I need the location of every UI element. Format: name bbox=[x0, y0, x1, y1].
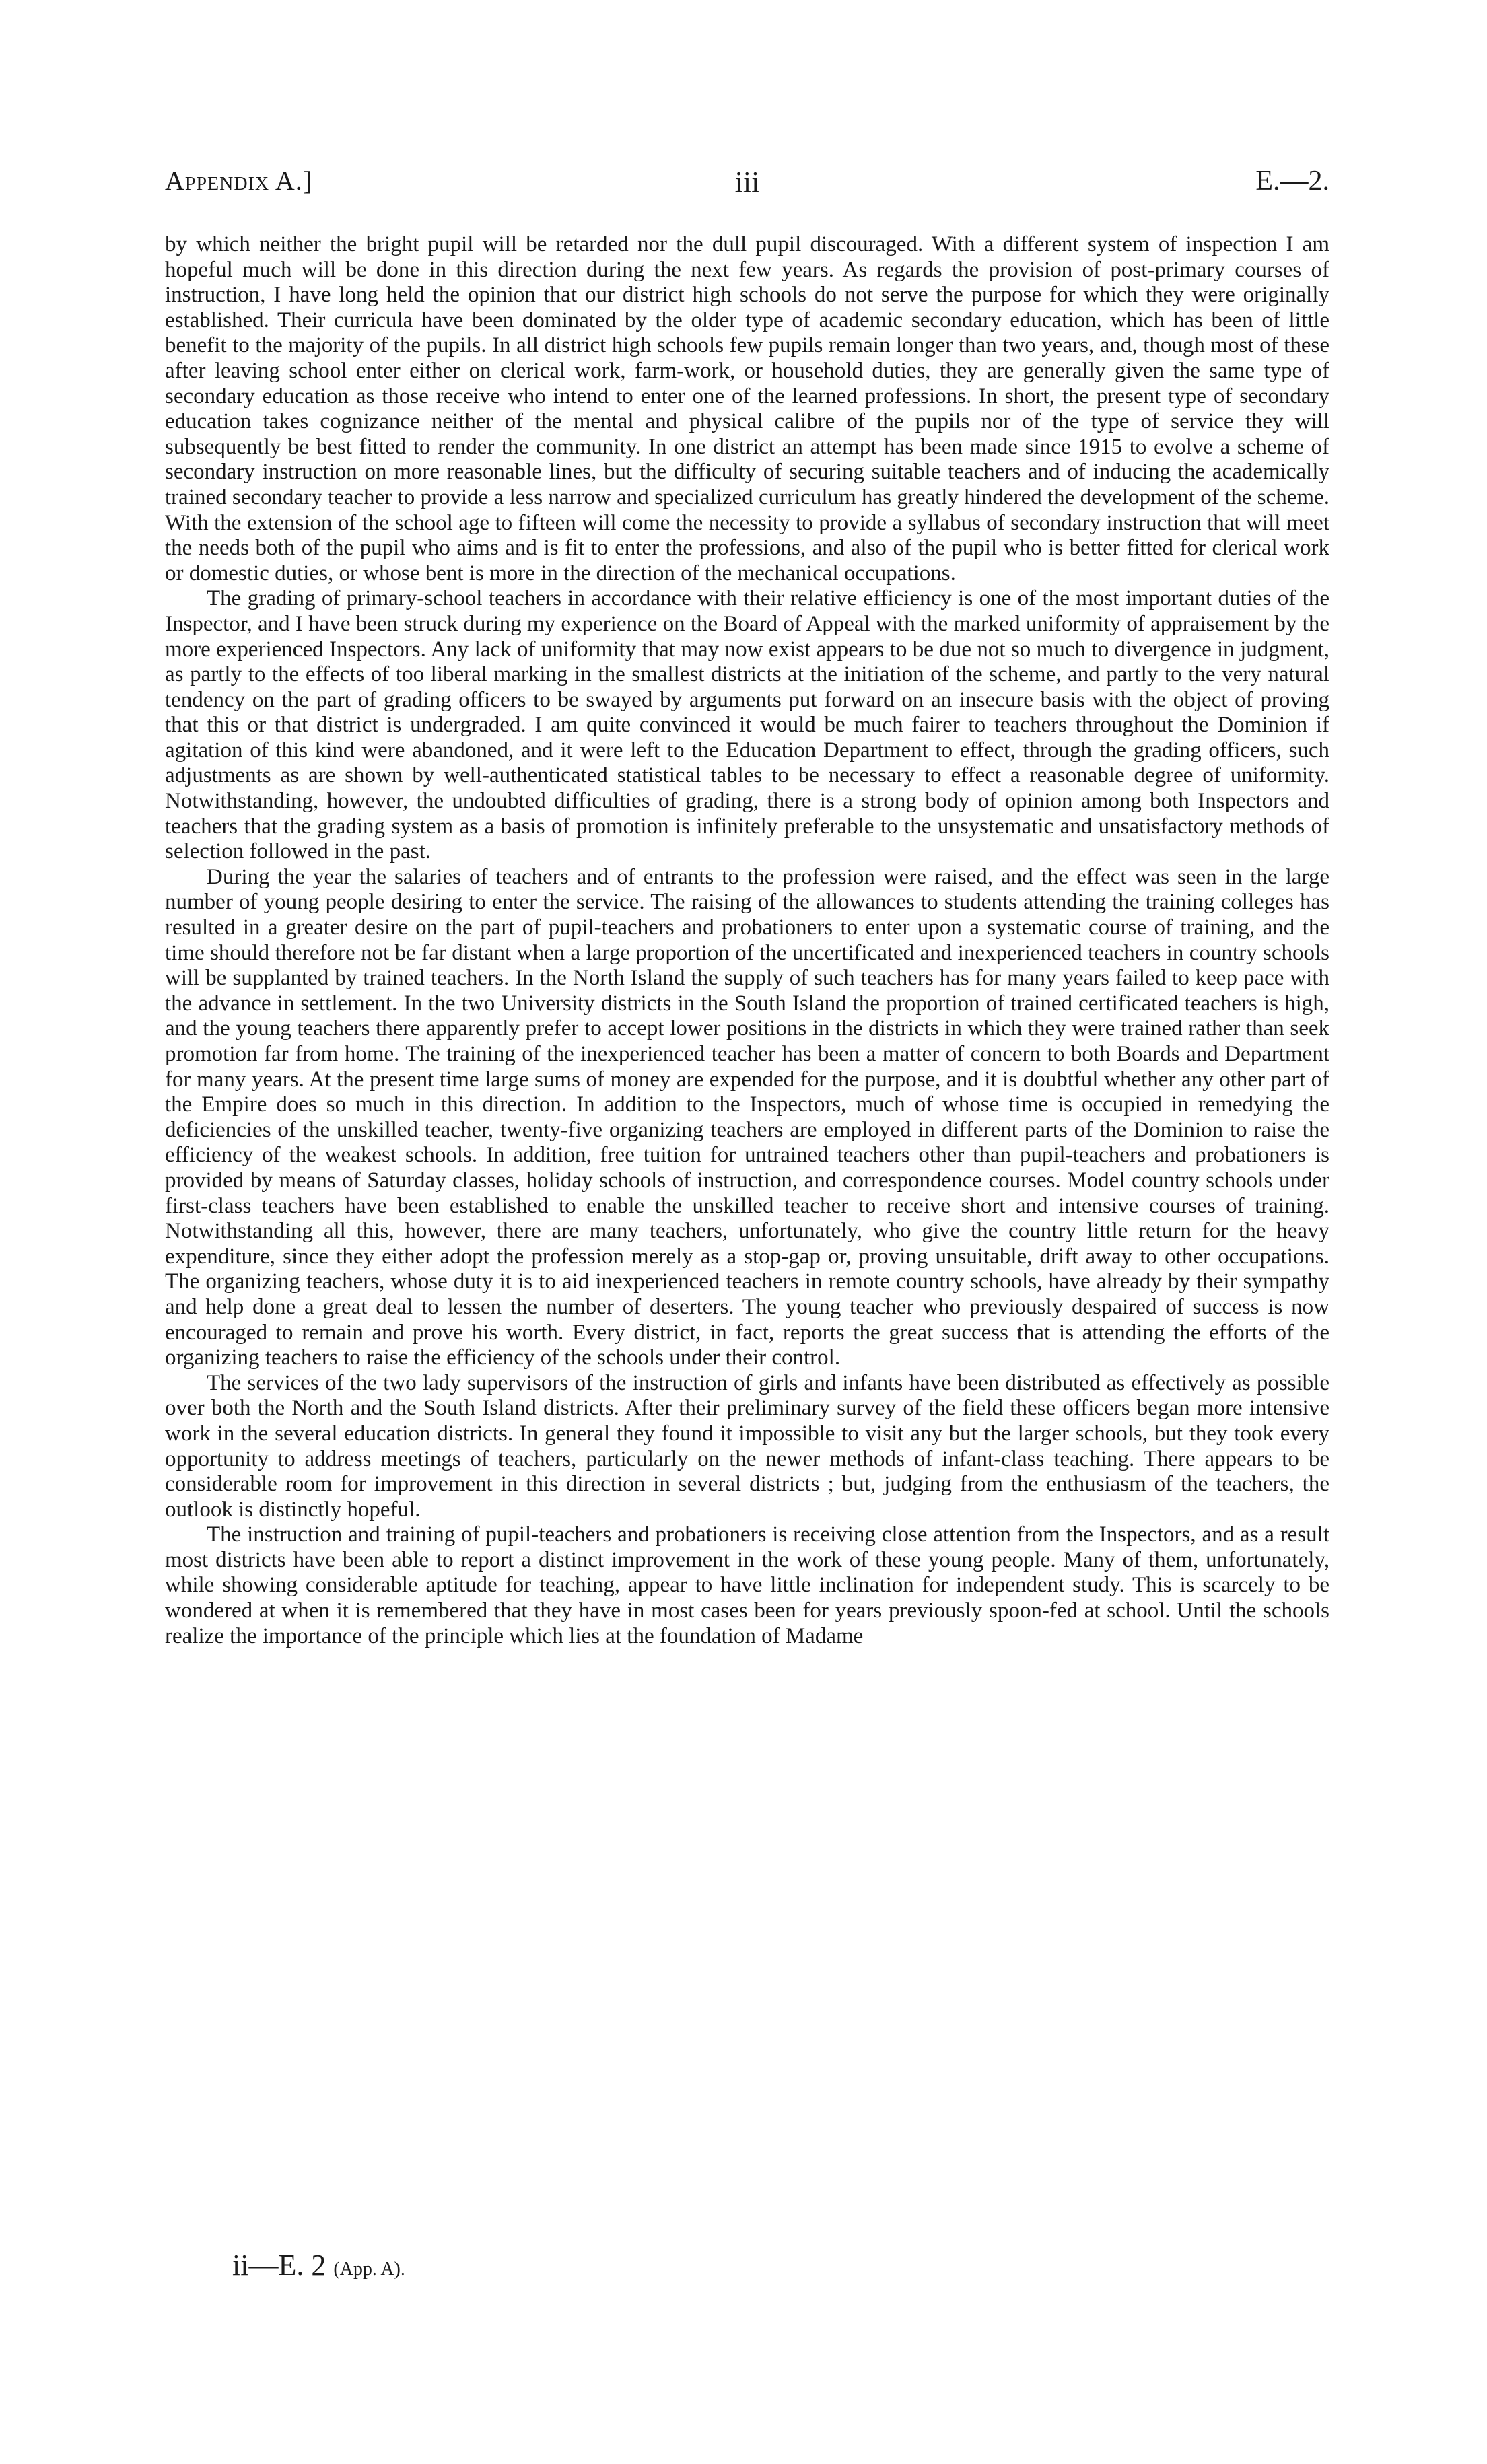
header-appendix-label: Appendix A.] bbox=[165, 166, 313, 196]
page-header bbox=[165, 165, 1329, 205]
header-page-number: iii bbox=[734, 166, 760, 199]
footer-note: (App. A). bbox=[333, 2259, 405, 2280]
footer-signature: ii—E. 2 bbox=[232, 2249, 326, 2282]
page-footer bbox=[232, 2248, 405, 2282]
paragraph-continuation: by which neither the bright pupil will be retarded nor the dull pupil discouraged. With a different system of inspection I am hopeful much will be done in this direction during the next few years. As regards the provision of post-primary courses of instruction, I have long held the opinion that our district high schools do not serve the purpose for which they were originally established. Their curricula have been dominated by the older type of academic secondary education, which has been of little benefit to the majority of the pupils. In all district high schools few pupils remain longer than two years, and, though most of these after leaving school enter either on clerical work, farm-work, or household duties, they are generally given the same type of secondary education as those receive who intend to enter one of the learned professions. In short, the present type of secondary education takes cognizance neither of the mental and physical calibre of the pupils nor of the type of service they will subsequently be best fitted to render the community. In one district an attempt has been made since 1915 to evolve a scheme of secondary instruction on more reasonable lines, but the difficulty of securing suitable teachers and of inducing the academically trained secondary teacher to provide a less narrow and specialized curriculum has greatly hindered the development of the scheme. With the extension of the school age to fifteen will come the necessity to provide a syllabus of secondary instruction that will meet the needs both of the pupil who aims and is fit to enter the professions, and also of the pupil who is better fitted for clerical work or domestic duties, or whose bent is more in the direction of the mechanical occupations. bbox=[165, 232, 1329, 586]
paragraph-grading: The grading of primary-school teachers in accordance with their relative efficiency is one of the most important duties of the Inspector, and I have been struck during my experience on the Board of Appeal with the marked uniformity of appraisement by the more experienced Inspectors. Any lack of uniformity that may now exist appears to be due not so much to divergence in judgment, as partly to the effects of too liberal marking in the smallest districts at the initiation of the scheme, and partly to the very natural tendency on the part of grading officers to be swayed by arguments put forward on an insecure basis with the object of proving that this or that district is undergraded. I am quite convinced it would be much fairer to teachers throughout the Dominion if agitation of this kind were abandoned, and it were left to the Education Department to effect, through the grading officers, such adjustments as are shown by well-authenticated statistical tables to be necessary to effect a reasonable degree of uniformity. Notwithstanding, however, the undoubted difficulties of grading, there is a strong body of opinion among both Inspectors and teachers that the grading system as a basis of promotion is infinitely preferable to the unsystematic and unsatisfactory methods of selection followed in the past. bbox=[165, 586, 1329, 864]
body-text bbox=[165, 232, 1329, 1649]
paragraph-pupil-teachers: The instruction and training of pupil-teachers and probationers is receiving close attention from the Inspectors, and as a result most districts have been able to report a distinct improvement in the work of these young people. Many of them, unfortunately, while showing considerable aptitude for teaching, appear to have little inclination for independent study. This is scarcely to be wondered at when it is remembered that they have in most cases been for years previously spoon-fed at school. Until the schools realize the importance of the principle which lies at the foundation of Madame bbox=[165, 1522, 1329, 1648]
paragraph-salaries: During the year the salaries of teachers and of entrants to the profession were raised, and the effect was seen in the large number of young people desiring to enter the service. The raising of the allowances to students attending the training colleges has resulted in a greater desire on the part of pupil-teachers and probationers to enter upon a systematic course of training, and the time should therefore not be far distant when a large proportion of the uncertificated and inexperienced teachers in country schools will be supplanted by trained teachers. In the North Island the supply of such teachers has for many years failed to keep pace with the advance in settlement. In the two University districts in the South Island the proportion of trained certificated teachers is high, and the young teachers there apparently prefer to accept lower positions in the districts in which they were trained rather than seek promotion far from home. The training of the inexperienced teacher has been a matter of concern to both Boards and Department for many years. At the present time large sums of money are expended for the purpose, and it is doubtful whether any other part of the Empire does so much in this direction. In addition to the Inspectors, much of whose time is occupied in remedying the deficiencies of the unskilled teacher, twenty-five organizing teachers are employed in different parts of the Dominion to raise the efficiency of the weakest schools. In addition, free tuition for untrained teachers other than pupil-teachers and probationers is provided by means of Saturday classes, holiday schools of instruction, and correspondence courses. Model country schools under first-class teachers have been established to enable the unskilled teacher to receive short and intensive courses of training. Notwithstanding all this, however, there are many teachers, unfortunately, who give the country little return for the heavy expenditure, since they either adopt the profession merely as a stop-gap or, proving unsuitable, drift away to other occupations. The organizing teachers, whose duty it is to aid inexperienced teachers in remote country schools, have already by their sympathy and help done a great deal to lessen the number of deserters. The young teacher who previously despaired of success is now encouraged to remain and prove his worth. Every district, in fact, reports the great success that is attending the efforts of the organizing teachers to raise the efficiency of the schools under their control. bbox=[165, 864, 1329, 1370]
header-document-code: E.—2. bbox=[1255, 166, 1329, 197]
paragraph-lady-supervisors: The services of the two lady supervisors of the instruction of girls and infants have been distributed as effectively as possible over both the North and the South Island districts. After their preliminary survey of the field these officers began more intensive work in the several education districts. In general they found it impossible to visit any but the larger schools, but they took every opportunity to address meetings of teachers, particularly on the newer methods of infant-class teaching. There appears to be considerable room for improvement in this direction in several districts ; but, judging from the enthusiasm of the teachers, the outlook is distinctly hopeful. bbox=[165, 1370, 1329, 1522]
